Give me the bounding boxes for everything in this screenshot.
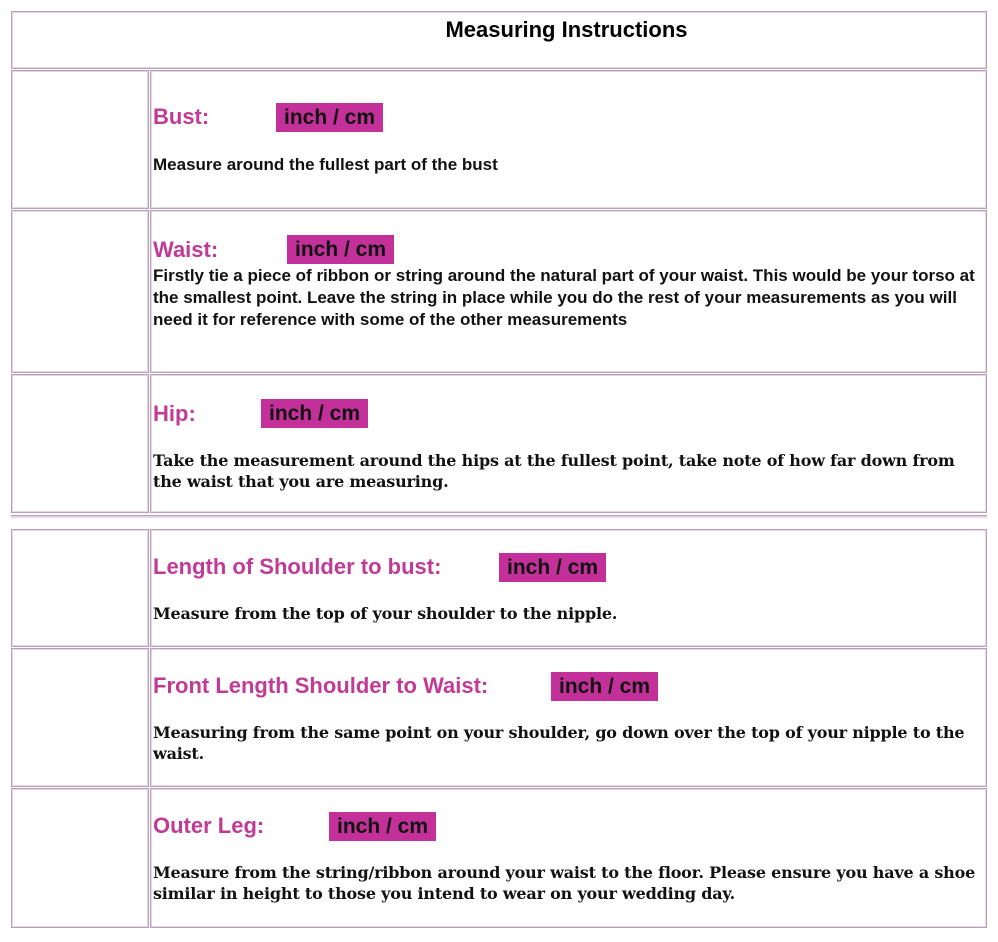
hip-description: Take the measurement around the hips at the fullest point, take note of how far down from the waist that you are measuring. — [153, 451, 955, 491]
hip-label: Hip: — [153, 401, 196, 426]
front-length-label-line — [153, 673, 488, 699]
outer-leg-description: Measure from the string/ribbon around your waist to the floor. Please ensure you have a shoe similar in height to those you intend to wear on your wedding day. — [153, 863, 976, 903]
outer-leg-label: Outer Leg: — [153, 813, 265, 838]
row-front-length-left-cell — [11, 648, 149, 787]
bust-description: Measure around the fullest part of the bust — [153, 155, 498, 174]
page-title: Measuring Instructions — [445, 17, 688, 42]
front-length-description: Measuring from the same point on your shoulder, go down over the top of your nipple to the waist. — [153, 723, 965, 763]
waist-label: Waist: — [153, 237, 219, 262]
bust-label-line — [153, 104, 209, 130]
hip-label-line — [153, 401, 196, 427]
hip-unit-badge: inch / cm — [261, 399, 368, 428]
waist-unit-badge: inch / cm — [287, 235, 394, 264]
row-hip-left-cell — [11, 374, 149, 513]
bust-label: Bust: — [153, 104, 210, 129]
section-divider — [11, 515, 987, 518]
front-length-unit-badge: inch / cm — [551, 672, 658, 701]
row-hip — [150, 374, 987, 513]
outer-leg-unit-badge: inch / cm — [329, 812, 436, 841]
row-outer-leg-left-cell — [11, 788, 149, 928]
front-length-label: Front Length Shoulder to Waist: — [153, 673, 489, 698]
shoulder-bust-unit-badge: inch / cm — [499, 553, 606, 582]
row-shoulder-bust — [150, 529, 987, 647]
row-shoulder-bust-left-cell — [11, 529, 149, 647]
row-bust-left-cell — [11, 70, 149, 209]
shoulder-bust-label: Length of Shoulder to bust: — [153, 554, 442, 579]
waist-description: Firstly tie a piece of ribbon or string around the natural part of your waist. This would be your torso at the smallest point. Leave the string in place while you do the rest of your measurements as you will need it for reference with some of the other measurements — [153, 266, 975, 329]
shoulder-bust-description: Measure from the top of your shoulder to the nipple. — [153, 604, 618, 623]
waist-label-line — [153, 237, 218, 263]
row-waist — [150, 210, 987, 373]
row-outer-leg — [150, 788, 987, 928]
row-waist-left-cell — [11, 210, 149, 373]
row-front-length — [150, 648, 987, 787]
shoulder-bust-label-line — [153, 554, 441, 580]
outer-leg-label-line — [153, 813, 264, 839]
title-row — [11, 11, 987, 69]
row-bust — [150, 70, 987, 209]
bust-unit-badge: inch / cm — [276, 103, 383, 132]
